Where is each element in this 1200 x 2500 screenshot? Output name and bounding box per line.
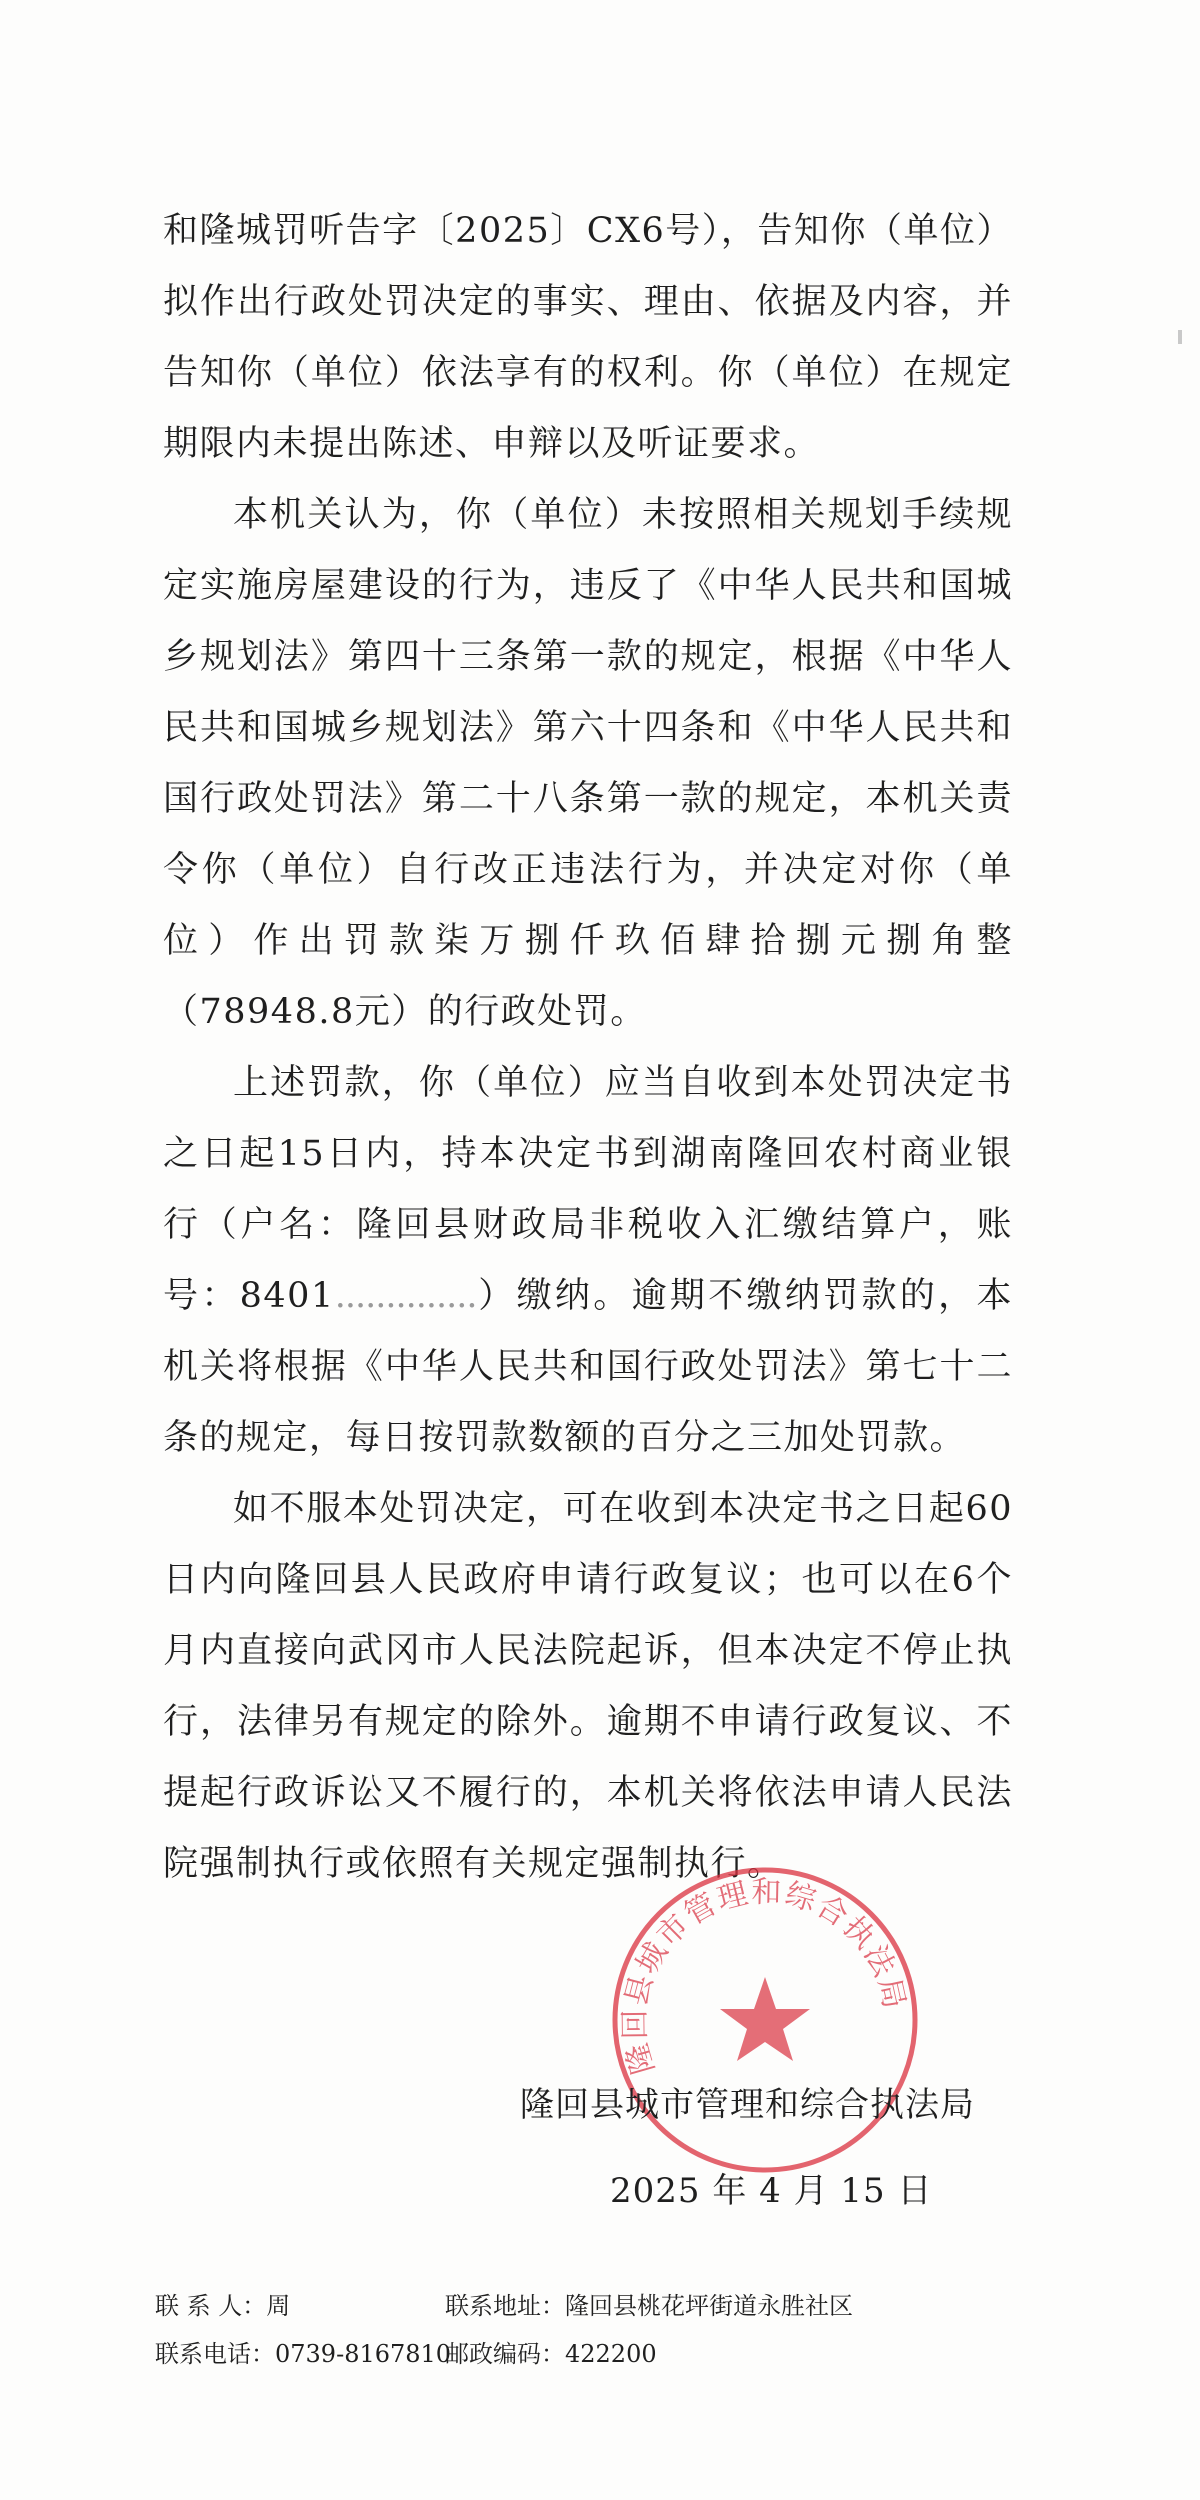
document-body — [163, 196, 1013, 1900]
paragraph-decision: 本机关认为，你（单位）未按照相关规划手续规定实施房屋建设的行为，违反了《中华人民共和国城乡规划法》第四十三条第一款的规定，根据《中华人民共和国城乡规划法》第六十四条和《中华人民共和国行政处罚法》第二十八条第一款的规定，本机关责令你（单位）自行改正违法行为，并决定对你（单位）作出罚款柒万捌仟玖佰肆拾捌元捌角整（78948.8元）的行政处罚。 — [163, 495, 1013, 1032]
contact-person — [155, 2282, 445, 2330]
seal-star-icon — [720, 1977, 810, 2061]
redacted-account-number: .............. — [334, 1276, 477, 1316]
contact-address — [445, 2282, 853, 2330]
payment-text-continued: ）缴纳。逾期不缴纳罚款的，本机关将根据《中华人民共和国行政处罚法》第七十二条的规定，每日按罚款数额的百分之三加处罚款。 — [163, 1276, 1013, 1458]
contact-phone — [155, 2330, 452, 2378]
contact-postcode — [445, 2330, 657, 2378]
contact-postcode-label: 邮政编码： — [445, 2340, 565, 2368]
signature-block — [520, 2080, 980, 2216]
paragraph-payment — [163, 1048, 1013, 1474]
contact-row-2 — [155, 2330, 1055, 2378]
contact-address-label: 联系地址： — [445, 2292, 565, 2320]
payment-text: 上述罚款，你（单位）应当自收到本处罚决定书之日起15日内，持本决定书到湖南隆回农村商业银行（户名：隆回县财政局非税收入汇缴结算户，账号：8401 — [163, 1063, 1013, 1316]
contact-phone-label: 联系电话： — [155, 2340, 275, 2368]
paragraph-hearing-notice: 和隆城罚听告字〔2025〕CX6号），告知你（单位）拟作出行政处罚决定的事实、理由、依据及内容，并告知你（单位）依法享有的权利。你（单位）在规定期限内未提出陈述、申辩以及听证要求。 — [163, 211, 1013, 464]
scan-margin-mark — [1178, 330, 1182, 344]
contact-person-label: 联 系 人： — [155, 2292, 267, 2320]
issue-date: 2025 年 4 月 15 日 — [610, 2171, 933, 2211]
paragraph-appeal: 如不服本处罚决定，可在收到本决定书之日起60日内向隆回县人民政府申请行政复议；也可以在6个月内直接向武冈市人民法院起诉，但本决定不停止执行，法律另有规定的除外。逾期不申请行政复议、不提起行政诉讼又不履行的，本机关将依法申请人民法院强制执行或依照有关规定强制执行。 — [163, 1489, 1013, 1884]
contact-person-value: 周 — [266, 2292, 291, 2320]
seal-text: 隆回县城市管理和综合执法局 — [617, 1874, 912, 2078]
contact-info — [155, 2282, 1055, 2378]
contact-address-value: 隆回县桃花坪街道永胜社区 — [565, 2292, 853, 2320]
contact-phone-value: 0739-8167810 — [275, 2340, 452, 2368]
contact-postcode-value: 422200 — [565, 2340, 657, 2368]
issuing-organization: 隆回县城市管理和综合执法局 — [520, 2085, 975, 2125]
contact-row-1 — [155, 2282, 1055, 2330]
